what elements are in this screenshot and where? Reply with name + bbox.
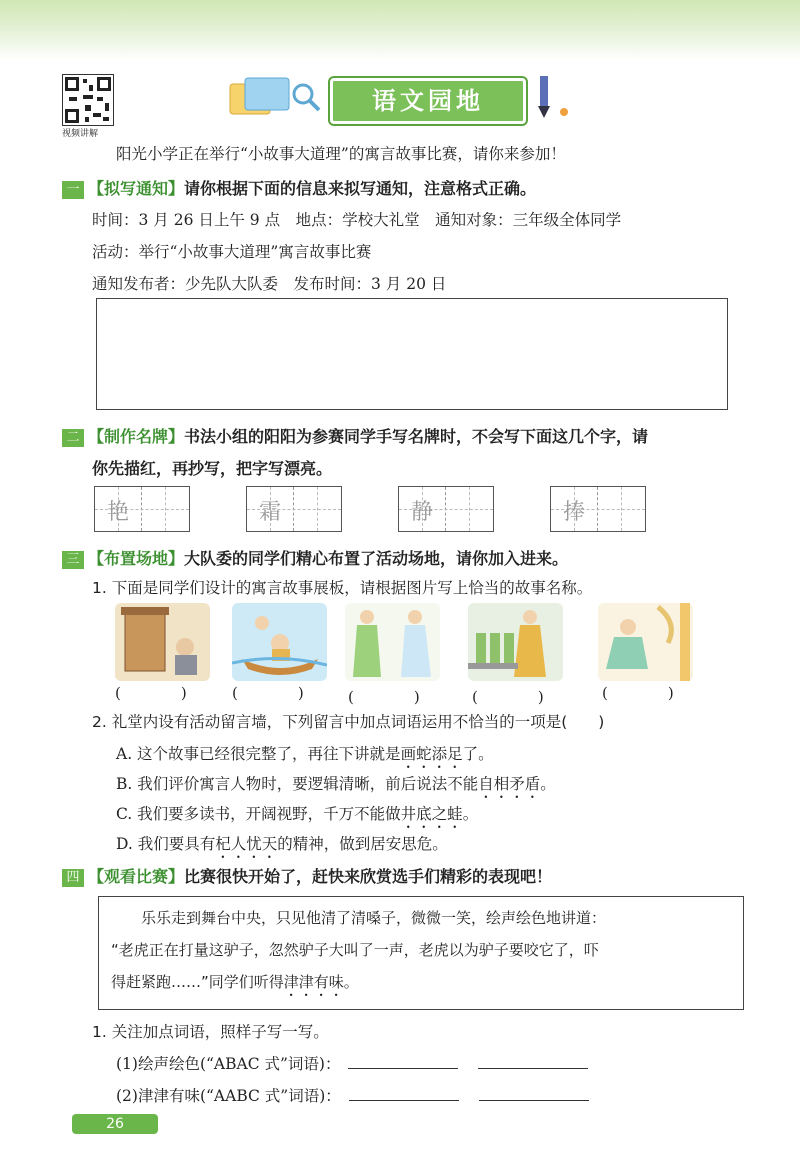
- tracing-grid[interactable]: [398, 486, 494, 532]
- question-2: 2. 礼堂内设有活动留言墙，下列留言中加点词语运用不恰当的一项是( ): [92, 713, 605, 731]
- option-text: 。: [462, 805, 479, 823]
- dotted-word: 自相矛盾: [478, 775, 541, 793]
- story-picture-court: [468, 603, 563, 681]
- option-a[interactable]: [116, 742, 494, 772]
- top-band: [0, 0, 800, 60]
- section-number: 三: [62, 551, 84, 569]
- page-number: 26: [72, 1114, 158, 1134]
- passage-line: 乐乐走到舞台中央，只见他清了清嗓子，微微一笑，绘声绘色地讲道：: [141, 909, 607, 927]
- story-picture-gate: [115, 603, 210, 681]
- fill-row-1: [116, 1052, 588, 1074]
- story-picture-boat: [232, 603, 327, 681]
- answer-blank[interactable]: [478, 1068, 588, 1069]
- fill-row-2: [116, 1084, 589, 1106]
- section-tag: 【制作名牌】: [88, 427, 185, 446]
- section-number: 一: [62, 181, 84, 199]
- notice-answer-box[interactable]: [96, 298, 728, 410]
- dotted-word: 杞人忧天: [215, 835, 278, 853]
- option-text: D. 我们要具有: [116, 835, 216, 853]
- option-text: 的精神，做到居安思危。: [277, 835, 448, 853]
- story-picture-two-men: [345, 603, 440, 681]
- tracing-character: 艳: [106, 500, 129, 525]
- story-passage-box: [98, 896, 744, 1010]
- tracing-character: 捧: [562, 500, 585, 525]
- tracing-character: 霜: [258, 500, 281, 525]
- intro-text: 阳光小学正在举行“小故事大道理”的寓言故事比赛，请你来参加！: [116, 145, 566, 163]
- option-text: C. 我们要多读书，开阔视野，千万不能做: [116, 805, 401, 823]
- answer-paren[interactable]: ( ): [232, 684, 304, 702]
- books-icon: [225, 72, 335, 122]
- answer-blank[interactable]: [348, 1068, 458, 1069]
- answer-blank[interactable]: [479, 1100, 589, 1101]
- section-tag: 【拟写通知】: [88, 179, 185, 198]
- dotted-word: 津津有味: [283, 973, 344, 991]
- story-picture-sky: [598, 603, 693, 681]
- notice-info-line: 时间：3 月 26 日上午 9 点 地点：学校大礼堂 通知对象：三年级全体同学: [92, 211, 622, 229]
- section-4-heading: [62, 864, 552, 887]
- section-3-heading: [62, 546, 568, 569]
- option-text: 了。: [462, 745, 494, 763]
- dotted-word: 井底之蛙: [400, 805, 463, 823]
- tracing-grid[interactable]: [246, 486, 342, 532]
- section-title: 请你根据下面的信息来拟写通知，注意格式正确。: [184, 179, 537, 198]
- section-tag: 【观看比赛】: [88, 867, 185, 886]
- option-text: B. 我们评价寓言人物时，要逻辑清晰，前后说法不能: [116, 775, 479, 793]
- option-text: 。: [540, 775, 556, 793]
- answer-blank[interactable]: [349, 1100, 459, 1101]
- answer-paren[interactable]: ( ): [115, 684, 187, 702]
- section-1-heading: [62, 176, 536, 199]
- option-c[interactable]: [116, 802, 478, 832]
- dotted-word: 画蛇添足: [400, 745, 463, 763]
- tracing-grid[interactable]: [94, 486, 190, 532]
- section-title: 书法小组的阳阳为参赛同学手写名牌时，不会写下面这几个字，请: [184, 427, 649, 446]
- question-1: 1. 关注加点词语，照样子写一写。: [92, 1023, 329, 1041]
- answer-paren[interactable]: ( ): [602, 684, 674, 702]
- passage-line: “老虎正在打量这驴子，忽然驴子大叫了一声，老虎以为驴子要咬它了，吓: [111, 941, 599, 959]
- fill-prompt: (2)津津有味(“AABC 式”词语)：: [116, 1087, 341, 1105]
- qr-caption: 视频讲解: [62, 129, 99, 139]
- question-1: 1. 下面是同学们设计的寓言故事展板，请根据图片写上恰当的故事名称。: [92, 579, 593, 597]
- option-b[interactable]: [116, 772, 556, 802]
- notice-info-line: 活动：举行“小故事大道理”寓言故事比赛: [92, 243, 372, 261]
- section-banner: 语文园地: [330, 78, 526, 124]
- section-number: 四: [62, 869, 84, 887]
- brush-icon: [528, 72, 578, 122]
- qr-code-icon[interactable]: [62, 74, 114, 126]
- section-number: 二: [62, 429, 84, 447]
- section-title-continued: 你先描红，再抄写，把字写漂亮。: [92, 459, 333, 478]
- answer-paren[interactable]: ( ): [472, 688, 544, 706]
- section-title: 大队委的同学们精心布置了活动场地，请你加入进来。: [184, 549, 569, 568]
- passage-line: 得赶紧跑……”同学们听得津津有味。: [111, 973, 359, 991]
- section-2-heading: [62, 424, 648, 447]
- notice-info-line: 通知发布者：少先队大队委 发布时间：3 月 20 日: [92, 275, 447, 293]
- section-tag: 【布置场地】: [88, 549, 185, 568]
- answer-paren[interactable]: ( ): [348, 688, 420, 706]
- option-text: A. 这个故事已经很完整了，再往下讲就是: [116, 745, 401, 763]
- section-title: 比赛很快开始了，赶快来欣赏选手们精彩的表现吧！: [184, 867, 553, 886]
- fill-prompt: (1)绘声绘色(“ABAC 式”词语)：: [116, 1055, 341, 1073]
- tracing-character: 静: [410, 500, 433, 525]
- option-d[interactable]: [116, 832, 448, 862]
- tracing-grid[interactable]: [550, 486, 646, 532]
